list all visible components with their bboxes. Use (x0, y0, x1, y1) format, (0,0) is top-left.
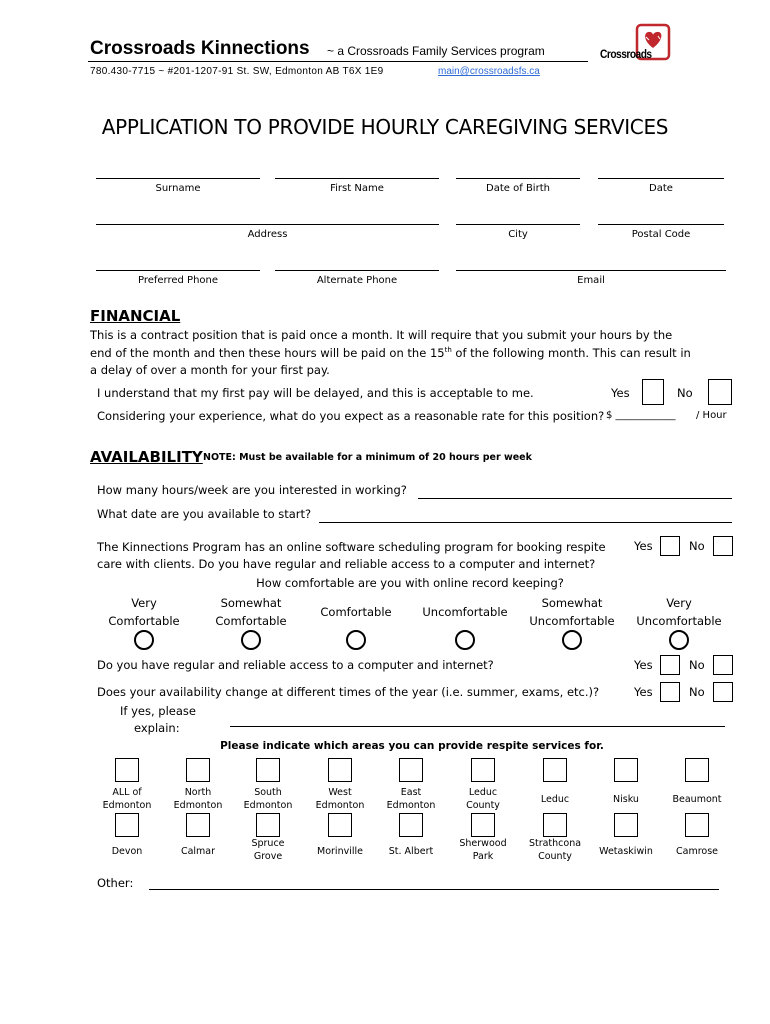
area-checkbox[interactable] (471, 758, 495, 782)
first-name-field[interactable] (275, 178, 439, 179)
area-label-line1: Leduc (540, 794, 570, 805)
explain-label-1: If yes, please (120, 704, 196, 718)
area-label-line2: Edmonton (386, 800, 436, 811)
date-label: Date (649, 183, 673, 194)
hours-question: How many hours/week are you interested in working? (97, 483, 407, 497)
city-field[interactable] (456, 224, 580, 225)
pay-delay-question: I understand that my first pay will be delayed, and this is acceptable to me. (97, 386, 534, 400)
area-checkbox[interactable] (256, 758, 280, 782)
comfort-option-radio[interactable] (134, 630, 154, 650)
comfort-option-radio[interactable] (455, 630, 475, 650)
explain-field[interactable] (230, 726, 725, 727)
area-checkbox[interactable] (399, 758, 423, 782)
comfort-option-radio[interactable] (562, 630, 582, 650)
software-no-checkbox[interactable] (713, 536, 733, 556)
area-label (376, 845, 446, 858)
comfort-option-radio[interactable] (346, 630, 366, 650)
postal-code-field[interactable] (598, 224, 724, 225)
area-checkbox[interactable] (685, 758, 709, 782)
comfort-option-label-line2: Comfortable (108, 614, 180, 628)
area-label-line2: Grove (253, 851, 283, 862)
software-no-label: No (689, 539, 705, 553)
area-label-line1: Nisku (613, 794, 639, 805)
change-no-checkbox[interactable] (713, 682, 733, 702)
area-label-line1: Leduc (468, 787, 498, 798)
area-label-line1: Beaumont (672, 794, 722, 805)
area-label-line1: North (184, 787, 212, 798)
page-title: APPLICATION TO PROVIDE HOURLY CAREGIVING SERVICES (101, 115, 669, 139)
area-label (305, 786, 375, 812)
financial-para-1: This is a contract position that is paid once a month. It will require that you submit your hours by the (90, 328, 673, 342)
area-label-line2: Edmonton (102, 800, 152, 811)
software-question-2: care with clients. Do you have regular and reliable access to a computer and internet? (97, 557, 596, 571)
area-label-line2: Edmonton (315, 800, 365, 811)
area-label (233, 837, 303, 863)
start-date-field[interactable] (319, 522, 732, 523)
area-label (448, 786, 518, 812)
area-label-line1: Sherwood (459, 838, 507, 849)
area-label-line2: Edmonton (243, 800, 293, 811)
financial-para-2: end of the month and then these hours will be paid on the 15th of the following month. This can result in (90, 346, 691, 360)
change-yes-label: Yes (634, 685, 653, 699)
surname-field[interactable] (96, 178, 260, 179)
area-label (591, 845, 661, 858)
availability-heading: AVAILABILITY (90, 448, 203, 466)
rate-suffix: / Hour (696, 410, 727, 421)
header-rule (88, 61, 588, 62)
other-field[interactable] (149, 889, 719, 890)
area-label-line1: ALL of (112, 787, 142, 798)
financial-para-3: a delay of over a month for your first pay. (90, 363, 330, 377)
first-name-label: First Name (330, 183, 384, 194)
area-label-line1: South (254, 787, 282, 798)
comfort-option-label-line2: Uncomfortable (636, 614, 722, 628)
other-label: Other: (97, 876, 134, 890)
access-no-checkbox[interactable] (713, 655, 733, 675)
dob-label: Date of Birth (486, 183, 550, 194)
explain-label-2: explain: (134, 721, 180, 735)
alternate-phone-label: Alternate Phone (316, 275, 398, 286)
logo-text: Crossroads (600, 47, 652, 61)
address-label: Address (247, 229, 288, 240)
area-label (305, 845, 375, 858)
comfort-option-label: Uncomfortable (422, 605, 508, 619)
area-label (163, 786, 233, 812)
org-name: Crossroads Kinnections (90, 38, 310, 59)
availability-change-question: Does your availability change at different times of the year (i.e. summer, exams, etc.)? (97, 685, 600, 699)
area-checkbox[interactable] (614, 758, 638, 782)
area-label (92, 786, 162, 812)
access-yes-label: Yes (634, 658, 653, 672)
access-no-label: No (689, 658, 705, 672)
email-label: Email (577, 275, 605, 286)
availability-note: NOTE: Must be available for a minimum of 20 hours per week (203, 452, 532, 463)
comfort-option-label: Somewhat (220, 596, 282, 610)
area-checkbox[interactable] (543, 813, 567, 837)
comfort-option-label: Very (666, 596, 692, 610)
area-checkbox[interactable] (328, 758, 352, 782)
contact-line: 780.430-7715 ~ #201-1207-91 St. SW, Edmonton AB T6X 1E9 (90, 66, 384, 77)
pay-delay-yes-label: Yes (611, 386, 630, 400)
area-label-line1: East (400, 787, 422, 798)
postal-code-label: Postal Code (631, 229, 691, 240)
area-label-line1: Camrose (675, 846, 718, 857)
start-date-question: What date are you available to start? (97, 507, 312, 521)
software-yes-checkbox[interactable] (660, 536, 680, 556)
areas-heading: Please indicate which areas you can provide respite services for. (220, 740, 604, 752)
area-checkbox[interactable] (186, 758, 210, 782)
area-label (662, 793, 732, 806)
surname-label: Surname (155, 183, 201, 194)
hours-field[interactable] (418, 498, 732, 499)
date-field[interactable] (598, 178, 724, 179)
comfort-option-radio[interactable] (669, 630, 689, 650)
area-label (662, 845, 732, 858)
area-label (376, 786, 446, 812)
alternate-phone-field[interactable] (275, 270, 439, 271)
org-tagline: ~ a Crossroads Family Services program (327, 44, 545, 58)
area-label (520, 793, 590, 806)
pay-delay-yes-checkbox[interactable] (642, 379, 664, 405)
comfort-option-label: Very (131, 596, 157, 610)
area-label-line1: Wetaskiwin (599, 846, 653, 857)
area-checkbox[interactable] (328, 813, 352, 837)
area-label-line1: Devon (111, 846, 143, 857)
comfort-question: How comfortable are you with online record keeping? (256, 576, 564, 590)
software-yes-label: Yes (634, 539, 653, 553)
area-label-line2: Park (472, 851, 494, 862)
area-checkbox[interactable] (256, 813, 280, 837)
rate-field[interactable]: $ ____________ (606, 410, 676, 421)
area-label-line2: Edmonton (173, 800, 223, 811)
comfort-option-radio[interactable] (241, 630, 261, 650)
crossroads-logo (600, 22, 672, 64)
area-label (233, 786, 303, 812)
area-checkbox[interactable] (115, 758, 139, 782)
area-label (163, 845, 233, 858)
area-label (520, 837, 590, 863)
area-checkbox[interactable] (614, 813, 638, 837)
comfort-option-label-line2: Uncomfortable (529, 614, 615, 628)
comfort-option-label-line2: Comfortable (215, 614, 287, 628)
email-link[interactable]: main@crossroadsfs.ca (438, 66, 540, 77)
area-checkbox[interactable] (543, 758, 567, 782)
area-checkbox[interactable] (399, 813, 423, 837)
access-question: Do you have regular and reliable access to a computer and internet? (97, 658, 494, 672)
area-label-line1: Strathcona (528, 838, 582, 849)
area-label-line1: West (328, 787, 352, 798)
financial-heading: FINANCIAL (90, 307, 181, 325)
area-label-line2: County (466, 800, 500, 811)
area-label (591, 793, 661, 806)
pay-delay-no-label: No (677, 386, 693, 400)
area-checkbox[interactable] (186, 813, 210, 837)
area-label-line1: St. Albert (388, 846, 434, 857)
change-no-label: No (689, 685, 705, 699)
comfort-option-label: Comfortable (320, 605, 392, 619)
area-label (92, 845, 162, 858)
access-yes-checkbox[interactable] (660, 655, 680, 675)
area-label-line1: Calmar (180, 846, 216, 857)
city-label: City (508, 229, 528, 240)
pay-delay-no-checkbox[interactable] (708, 379, 732, 405)
area-checkbox[interactable] (115, 813, 139, 837)
change-yes-checkbox[interactable] (660, 682, 680, 702)
area-label (448, 837, 518, 863)
dob-field[interactable] (456, 178, 580, 179)
area-label-line2: County (538, 851, 572, 862)
area-label-line1: Spruce (251, 838, 285, 849)
address-field[interactable] (96, 224, 439, 225)
email-field[interactable] (456, 270, 726, 271)
comfort-option-label: Somewhat (541, 596, 603, 610)
rate-question: Considering your experience, what do you expect as a reasonable rate for this position? (97, 409, 605, 423)
software-question-1: The Kinnections Program has an online software scheduling program for booking respite (97, 540, 606, 554)
area-label-line1: Morinville (317, 846, 363, 857)
preferred-phone-field[interactable] (96, 270, 260, 271)
area-checkbox[interactable] (685, 813, 709, 837)
area-checkbox[interactable] (471, 813, 495, 837)
preferred-phone-label: Preferred Phone (137, 275, 219, 286)
